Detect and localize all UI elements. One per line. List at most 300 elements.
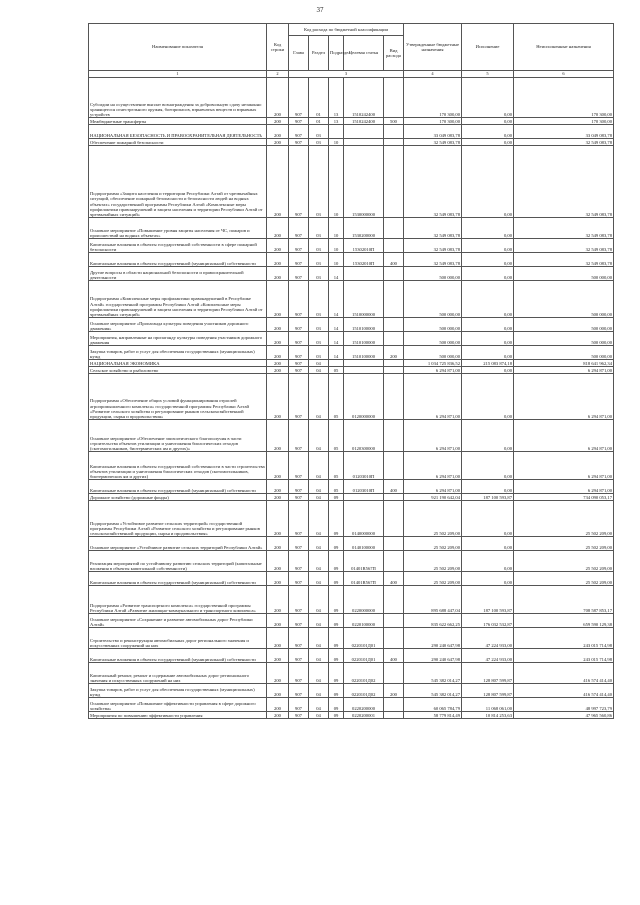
header-line-code: Код строки — [267, 24, 289, 71]
table-header-row — [89, 24, 614, 36]
row-target: 01203010П — [344, 480, 384, 494]
row-expense-type — [384, 367, 404, 374]
row-expense-type — [384, 628, 404, 649]
row-subsection: 05 — [329, 480, 344, 494]
row-chief: 907 — [289, 218, 309, 239]
row-executed: 0,00 — [462, 125, 514, 139]
row-executed: 0,00 — [462, 374, 514, 420]
row-name: Субсидии на осуществление выплат вознаграждения за добровольную сдачу незаконно хранящегося огнестрельного оружия, боеприпасов, взрывчатых веществ и взрывных устройств — [89, 78, 267, 118]
row-approved: 6 294 871,00 — [404, 367, 462, 374]
row-executed: 11 068 061,00 — [462, 698, 514, 712]
row-line-code: 200 — [267, 614, 289, 628]
row-name: Закупка товаров, работ и услуг для обеспечения государственных (муниципальных) нужд — [89, 684, 267, 698]
row-line-code: 200 — [267, 253, 289, 267]
row-target: 01401R567П — [344, 551, 384, 572]
row-target: 0220101Д02 — [344, 684, 384, 698]
row-expense-type — [384, 586, 404, 614]
row-subsection: 14 — [329, 281, 344, 318]
row-approved: 545 382 014,27 — [404, 684, 462, 698]
row-section: 01 — [309, 78, 329, 118]
row-expense-type — [384, 494, 404, 501]
row-subsection — [329, 125, 344, 139]
row-expense-type — [384, 698, 404, 712]
row-chief: 907 — [289, 684, 309, 698]
table-row — [89, 146, 614, 218]
row-approved: 6 294 871,00 — [404, 452, 462, 480]
row-section: 03 — [309, 218, 329, 239]
row-approved: 500 000,00 — [404, 318, 462, 332]
row-line-code: 200 — [267, 712, 289, 719]
row-target: 0220100000 — [344, 614, 384, 628]
row-line-code: 200 — [267, 360, 289, 367]
row-name: Подпрограмма «Развитие транспортного комплекса» государственной программы Республики Алтай «Развитие жилищно-коммунального и транспортного комплекса» — [89, 586, 267, 614]
row-section: 04 — [309, 501, 329, 537]
row-executed: 215 083 874,18 — [462, 360, 514, 367]
col-number: 4 — [404, 71, 462, 78]
row-approved: 895 688 447,04 — [404, 586, 462, 614]
table-row — [89, 628, 614, 649]
row-expense-type: 200 — [384, 684, 404, 698]
table-row — [89, 78, 614, 118]
col-number: 1 — [89, 71, 267, 78]
row-line-code: 200 — [267, 332, 289, 346]
header-target: Целевая статья — [344, 36, 384, 71]
row-executed: 0,00 — [462, 318, 514, 332]
row-target: 0220101Д01 — [344, 649, 384, 663]
row-approved: 32 549 083,78 — [404, 139, 462, 146]
row-executed: 0,00 — [462, 346, 514, 360]
row-subsection: 09 — [329, 628, 344, 649]
row-target: 0220101Д01 — [344, 628, 384, 649]
row-subsection: 10 — [329, 239, 344, 253]
row-approved: 290 240 647,98 — [404, 628, 462, 649]
row-section: 03 — [309, 139, 329, 146]
row-approved: 1 034 725 836,52 — [404, 360, 462, 367]
row-section: 03 — [309, 267, 329, 281]
row-target: 1510242400 — [344, 78, 384, 118]
table-row — [89, 452, 614, 480]
row-name: Обеспечение пожарной безопасности — [89, 139, 267, 146]
row-chief: 907 — [289, 318, 309, 332]
row-executed: 0,00 — [462, 420, 514, 452]
row-name: Капитальные вложения в объекты государственной (муниципальной) собственности — [89, 572, 267, 586]
row-section: 03 — [309, 253, 329, 267]
row-section: 04 — [309, 572, 329, 586]
table-row — [89, 614, 614, 628]
row-line-code: 200 — [267, 494, 289, 501]
row-unexecuted: 243 015 714,98 — [514, 649, 614, 663]
row-subsection: 10 — [329, 218, 344, 239]
row-name: Основное мероприятие «Пропаганда культуры поведения участников дорожного движения» — [89, 318, 267, 332]
row-chief: 907 — [289, 139, 309, 146]
row-approved: 32 549 083,78 — [404, 253, 462, 267]
header-expense-type: Вид расхода — [384, 36, 404, 71]
row-chief: 907 — [289, 146, 309, 218]
row-unexecuted: 25 502 209,00 — [514, 537, 614, 551]
row-name: НАЦИОНАЛЬНАЯ БЕЗОПАСНОСТЬ И ПРАВООХРАНИТЕЛЬНАЯ ДЕЯТЕЛЬНОСТЬ — [89, 125, 267, 139]
row-unexecuted: 416 574 414,40 — [514, 684, 614, 698]
row-subsection: 14 — [329, 346, 344, 360]
header-approved: Утвержденные бюджетные назначения — [404, 24, 462, 71]
row-section: 04 — [309, 537, 329, 551]
row-name: Мероприятия по повышению эффективности управления — [89, 712, 267, 719]
row-approved: 500 000,00 — [404, 267, 462, 281]
row-unexecuted: 659 590 129,38 — [514, 614, 614, 628]
row-target: 1510242400 — [344, 118, 384, 125]
row-line-code: 200 — [267, 374, 289, 420]
row-section: 03 — [309, 125, 329, 139]
row-expense-type — [384, 125, 404, 139]
row-unexecuted: 500 000,00 — [514, 281, 614, 318]
row-approved: 58 779 814,49 — [404, 712, 462, 719]
row-target: 15302010П — [344, 253, 384, 267]
row-subsection: 10 — [329, 139, 344, 146]
table-row — [89, 698, 614, 712]
row-line-code: 200 — [267, 118, 289, 125]
table-row — [89, 332, 614, 346]
row-expense-type: 400 — [384, 253, 404, 267]
row-approved: 545 382 014,27 — [404, 663, 462, 684]
table-body — [89, 78, 614, 719]
row-line-code: 200 — [267, 420, 289, 452]
row-name: НАЦИОНАЛЬНАЯ ЭКОНОМИКА — [89, 360, 267, 367]
row-executed: 128 807 599,87 — [462, 663, 514, 684]
row-executed: 0,00 — [462, 332, 514, 346]
header-classification: Код расхода по бюджетной классификации — [289, 24, 404, 36]
row-section: 04 — [309, 712, 329, 719]
row-chief: 907 — [289, 118, 309, 125]
row-chief: 907 — [289, 420, 309, 452]
row-approved: 25 502 209,00 — [404, 551, 462, 572]
row-approved: 33 049 083,78 — [404, 125, 462, 139]
row-chief: 907 — [289, 628, 309, 649]
row-unexecuted: 6 294 871,00 — [514, 374, 614, 420]
row-target: 1530000000 — [344, 146, 384, 218]
row-line-code: 200 — [267, 125, 289, 139]
row-target — [344, 125, 384, 139]
row-name: Подпрограмма «Устойчивое развитие сельских территорий» государственной программы Республики Алтай «Развитие сельского хозяйства и регулирование рынков сельскохозяйственной продукции, сырья и продовольствия» — [89, 501, 267, 537]
row-approved: 500 000,00 — [404, 346, 462, 360]
row-unexecuted: 170 300,00 — [514, 78, 614, 118]
row-executed: 0,00 — [462, 118, 514, 125]
row-line-code: 200 — [267, 649, 289, 663]
row-line-code: 200 — [267, 139, 289, 146]
header-subsection: Подраздел — [329, 36, 344, 71]
row-unexecuted: 6 294 871,00 — [514, 452, 614, 480]
table-row — [89, 281, 614, 318]
row-chief: 907 — [289, 78, 309, 118]
row-line-code: 200 — [267, 367, 289, 374]
row-expense-type — [384, 146, 404, 218]
row-subsection: 14 — [329, 267, 344, 281]
col-number: 3 — [289, 71, 404, 78]
row-unexecuted: 416 574 414,40 — [514, 663, 614, 684]
row-section: 03 — [309, 146, 329, 218]
table-row — [89, 551, 614, 572]
row-unexecuted: 6 294 871,00 — [514, 367, 614, 374]
row-subsection: 09 — [329, 537, 344, 551]
row-expense-type — [384, 420, 404, 452]
row-unexecuted: 708 587 853,17 — [514, 586, 614, 614]
row-unexecuted: 500 000,00 — [514, 318, 614, 332]
row-section: 04 — [309, 649, 329, 663]
row-subsection: 09 — [329, 614, 344, 628]
row-name: Реализация мероприятий по устойчивому развитию сельских территорий (капитальные вложения в объекты капитальной собственности) — [89, 551, 267, 572]
page-number: 37 — [316, 6, 324, 14]
row-target: 1510100000 — [344, 318, 384, 332]
row-approved: 25 502 209,00 — [404, 501, 462, 537]
row-section: 04 — [309, 663, 329, 684]
table-row — [89, 239, 614, 253]
row-executed: 0,00 — [462, 551, 514, 572]
row-chief: 907 — [289, 125, 309, 139]
row-name: Подпрограмма «Обеспечение общих условий функционирования отраслей агропромышленного комплекса» государственной программы Республики Алтай «Развитие сельского хозяйства и регулирование рынков сельскохозяйственной продукции, сырья и продовольствия» — [89, 374, 267, 420]
row-executed: 187 100 593,87 — [462, 494, 514, 501]
row-subsection — [329, 360, 344, 367]
row-executed: 0,00 — [462, 281, 514, 318]
col-number: 6 — [514, 71, 614, 78]
row-name: Строительство и реконструкция автомобильных дорог регионального значения и искусственных сооружений на них — [89, 628, 267, 649]
row-line-code: 200 — [267, 146, 289, 218]
row-expense-type: 400 — [384, 649, 404, 663]
row-expense-type — [384, 239, 404, 253]
row-section: 04 — [309, 614, 329, 628]
row-approved: 6 294 871,00 — [404, 420, 462, 452]
row-approved: 170 300,00 — [404, 78, 462, 118]
row-approved: 290 240 647,98 — [404, 649, 462, 663]
row-approved: 25 502 209,00 — [404, 537, 462, 551]
row-executed: 0,00 — [462, 367, 514, 374]
table-row — [89, 501, 614, 537]
row-name: Подпрограмма «Комплексные меры профилактики правонарушений в Республике Алтай» государственной программы Республики Алтай «Комплексные меры профилактики правонарушений и защита населения и территории Республики Алтай от чрезвычайных ситуаций» — [89, 281, 267, 318]
table-row — [89, 360, 614, 367]
row-section: 03 — [309, 239, 329, 253]
row-approved: 170 300,00 — [404, 118, 462, 125]
row-executed: 0,00 — [462, 253, 514, 267]
row-executed: 0,00 — [462, 218, 514, 239]
row-target — [344, 494, 384, 501]
row-unexecuted: 25 502 209,00 — [514, 551, 614, 572]
row-unexecuted: 32 549 083,78 — [514, 239, 614, 253]
row-subsection: 09 — [329, 551, 344, 572]
table-row — [89, 346, 614, 360]
row-executed: 0,00 — [462, 139, 514, 146]
row-subsection: 09 — [329, 649, 344, 663]
row-chief: 907 — [289, 374, 309, 420]
row-unexecuted: 6 294 871,00 — [514, 480, 614, 494]
row-target: 0140100000 — [344, 537, 384, 551]
row-name: Основное мероприятие «Устойчивое развитие сельских территорий Республики Алтай» — [89, 537, 267, 551]
row-section: 04 — [309, 420, 329, 452]
row-line-code: 200 — [267, 684, 289, 698]
row-subsection: 05 — [329, 420, 344, 452]
table-row — [89, 649, 614, 663]
row-approved: 835 622 662,25 — [404, 614, 462, 628]
row-unexecuted: 243 015 714,98 — [514, 628, 614, 649]
row-unexecuted: 48 997 723,79 — [514, 698, 614, 712]
table-row — [89, 480, 614, 494]
row-approved: 32 549 083,78 — [404, 218, 462, 239]
row-expense-type: 400 — [384, 480, 404, 494]
row-executed: 128 807 599,87 — [462, 684, 514, 698]
row-section: 03 — [309, 318, 329, 332]
col-number: 2 — [267, 71, 289, 78]
row-approved: 6 294 871,00 — [404, 480, 462, 494]
row-unexecuted: 500 000,00 — [514, 332, 614, 346]
row-section: 04 — [309, 367, 329, 374]
row-chief: 907 — [289, 663, 309, 684]
row-name: Основное мероприятие «Обеспечение эпизоотического благополучия в части строительства объектов утилизации и уничтожения биологических отходов (скотомогильников, биотермических ям и других)» — [89, 420, 267, 452]
row-expense-type — [384, 318, 404, 332]
table-row — [89, 586, 614, 614]
row-line-code: 200 — [267, 551, 289, 572]
table-row — [89, 267, 614, 281]
row-target — [344, 139, 384, 146]
row-subsection: 05 — [329, 452, 344, 480]
row-executed: 0,00 — [462, 537, 514, 551]
row-chief: 907 — [289, 332, 309, 346]
row-name: Межбюджетные трансферты — [89, 118, 267, 125]
row-unexecuted: 32 549 083,78 — [514, 146, 614, 218]
row-expense-type — [384, 281, 404, 318]
row-target: 0140000000 — [344, 501, 384, 537]
row-expense-type — [384, 452, 404, 480]
table-row — [89, 367, 614, 374]
row-subsection: 09 — [329, 663, 344, 684]
table-row — [89, 125, 614, 139]
row-executed: 47 224 933,00 — [462, 649, 514, 663]
header-executed: Исполнение — [462, 24, 514, 71]
row-subsection: 09 — [329, 586, 344, 614]
row-target: 15302010П — [344, 239, 384, 253]
row-section: 03 — [309, 332, 329, 346]
row-approved: 32 549 083,78 — [404, 239, 462, 253]
row-unexecuted: 32 549 083,78 — [514, 218, 614, 239]
row-target — [344, 267, 384, 281]
row-chief: 907 — [289, 572, 309, 586]
row-section: 04 — [309, 452, 329, 480]
row-executed: 0,00 — [462, 78, 514, 118]
row-target — [344, 367, 384, 374]
row-expense-type — [384, 712, 404, 719]
row-name: Капитальные вложения в объекты государственной собственности в сфере пожарной безопасности — [89, 239, 267, 253]
row-chief: 907 — [289, 367, 309, 374]
row-line-code: 200 — [267, 628, 289, 649]
table-row — [89, 712, 614, 719]
row-name: Другие вопросы в области национальной безопасности и правоохранительной деятельности — [89, 267, 267, 281]
row-executed: 0,00 — [462, 452, 514, 480]
table-row — [89, 420, 614, 452]
header-section: Раздел — [309, 36, 329, 71]
row-line-code: 200 — [267, 572, 289, 586]
row-expense-type: 400 — [384, 572, 404, 586]
col-number: 5 — [462, 71, 514, 78]
row-expense-type — [384, 139, 404, 146]
row-section: 04 — [309, 480, 329, 494]
table-row — [89, 663, 614, 684]
row-executed: 10 814 253,63 — [462, 712, 514, 719]
row-subsection: 13 — [329, 118, 344, 125]
row-chief: 907 — [289, 267, 309, 281]
table-row — [89, 374, 614, 420]
row-approved: 500 000,00 — [404, 332, 462, 346]
row-name: Основное мероприятие «Повышение уровня защиты населения от ЧС, пожаров и происшествий на водных объектах» — [89, 218, 267, 239]
row-target: 0120000000 — [344, 374, 384, 420]
row-section: 04 — [309, 628, 329, 649]
row-name: Капитальные вложения в объекты государственной (муниципальной) собственности — [89, 649, 267, 663]
row-expense-type — [384, 267, 404, 281]
row-unexecuted: 818 641 962,34 — [514, 360, 614, 367]
row-expense-type: 200 — [384, 346, 404, 360]
row-subsection: 09 — [329, 494, 344, 501]
row-expense-type — [384, 218, 404, 239]
row-line-code: 200 — [267, 346, 289, 360]
table-row — [89, 139, 614, 146]
row-expense-type — [384, 501, 404, 537]
row-chief: 907 — [289, 698, 309, 712]
row-chief: 907 — [289, 253, 309, 267]
row-target: 0220200001 — [344, 712, 384, 719]
header-name: Наименование показателя — [89, 24, 267, 71]
row-target — [344, 360, 384, 367]
row-unexecuted: 500 000,00 — [514, 267, 614, 281]
row-name: Капитальный ремонт, ремонт и содержание автомобильных дорог регионального значения и искусственных сооружений на них — [89, 663, 267, 684]
row-target: 01203010П — [344, 452, 384, 480]
row-unexecuted: 6 294 871,00 — [514, 420, 614, 452]
row-chief: 907 — [289, 649, 309, 663]
table-row — [89, 684, 614, 698]
table-row — [89, 572, 614, 586]
row-target: 1530200000 — [344, 218, 384, 239]
row-chief: 907 — [289, 480, 309, 494]
row-subsection: 14 — [329, 332, 344, 346]
row-expense-type: 500 — [384, 118, 404, 125]
row-line-code: 200 — [267, 698, 289, 712]
row-target: 1510000000 — [344, 281, 384, 318]
row-approved: 500 000,00 — [404, 281, 462, 318]
row-section: 04 — [309, 684, 329, 698]
row-executed: 0,00 — [462, 239, 514, 253]
row-chief: 907 — [289, 712, 309, 719]
row-line-code: 200 — [267, 586, 289, 614]
row-unexecuted: 170 300,00 — [514, 118, 614, 125]
row-name: Дорожное хозяйство (дорожные фонды) — [89, 494, 267, 501]
row-unexecuted: 25 502 209,00 — [514, 501, 614, 537]
table-row — [89, 118, 614, 125]
row-section: 03 — [309, 346, 329, 360]
row-executed: 0,00 — [462, 572, 514, 586]
row-chief: 907 — [289, 537, 309, 551]
row-section: 04 — [309, 698, 329, 712]
row-name: Капитальные вложения в объекты государственной собственности в части строительства объектов утилизации и уничтожения биологических отходов (скотомогильников, биотермических ям и других) — [89, 452, 267, 480]
budget-execution-table — [88, 23, 614, 719]
row-line-code: 200 — [267, 78, 289, 118]
column-number-row — [89, 71, 614, 78]
row-chief: 907 — [289, 614, 309, 628]
row-chief: 907 — [289, 281, 309, 318]
row-line-code: 200 — [267, 318, 289, 332]
row-expense-type — [384, 360, 404, 367]
table-row — [89, 318, 614, 332]
row-target: 01401R567П — [344, 572, 384, 586]
row-chief: 907 — [289, 360, 309, 367]
row-line-code: 200 — [267, 218, 289, 239]
row-chief: 907 — [289, 551, 309, 572]
row-line-code: 200 — [267, 239, 289, 253]
row-chief: 907 — [289, 494, 309, 501]
row-unexecuted: 32 549 083,78 — [514, 253, 614, 267]
row-subsection: 09 — [329, 572, 344, 586]
